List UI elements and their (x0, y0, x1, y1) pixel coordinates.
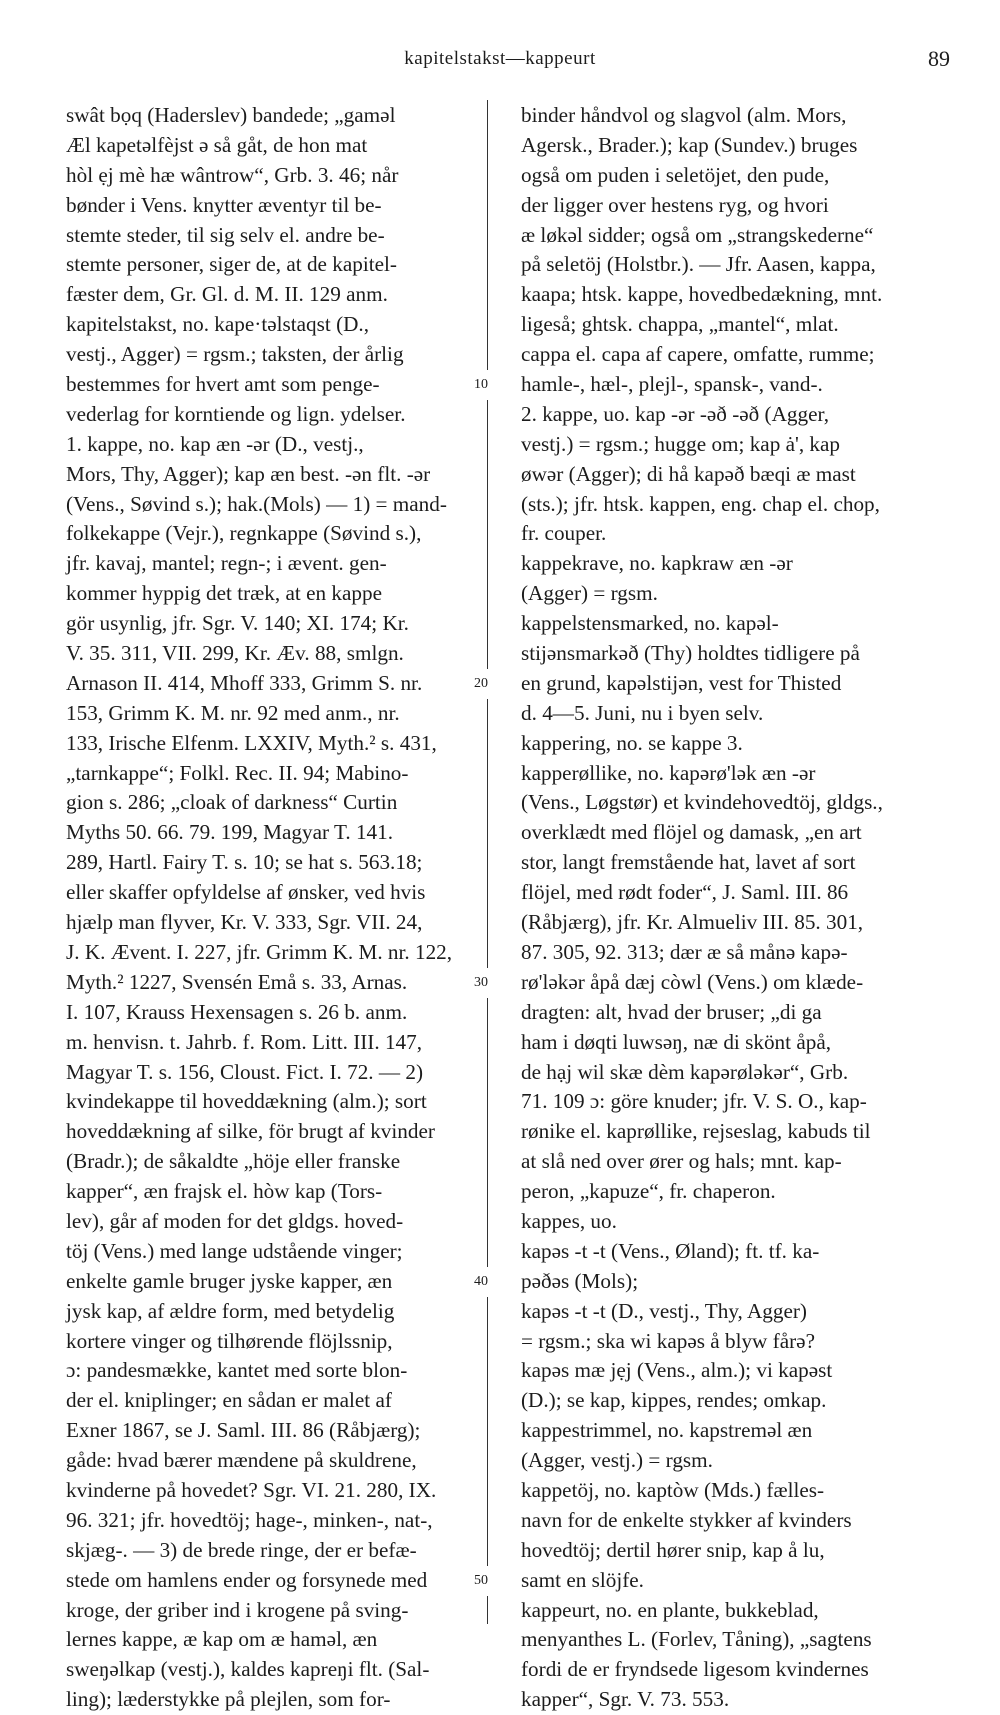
right-column-line: vestj.) = rgsm.; hugge om; kap ȧ', kap (521, 431, 841, 456)
right-column-line: på seletöj (Holstbr.). — Jfr. Aasen, kappa, (521, 252, 876, 277)
left-column-line: fæster dem, Gr. Gl. d. M. II. 129 anm. (66, 282, 388, 307)
right-column-line: rønike el. kaprøllike, rejseslag, kabuds til (521, 1119, 871, 1144)
left-column-line: (Bradr.); de såkaldte „höje eller franske (66, 1149, 401, 1174)
left-column-line: bestemmes for hvert amt som penge- (66, 372, 380, 397)
right-column-line: en grund, kapəlstijən, vest for Thisted (521, 670, 842, 695)
left-column-line: m. henvisn. t. Jahrb. f. Rom. Litt. III. 147, (66, 1029, 423, 1054)
left-column-line: Magyar T. s. 156, Cloust. Fict. I. 72. — 2) (66, 1059, 424, 1084)
right-column-line: hovedtöj; dertil hører snip, kap å lu, (521, 1537, 825, 1562)
right-column-line: navn for de enkelte stykker af kvinders (521, 1507, 852, 1532)
line-number: 40 (474, 1267, 498, 1297)
right-column-line: kappes, uo. (521, 1208, 617, 1233)
right-column-line: cappa el. capa af capere, omfatte, rumme; (521, 342, 875, 367)
right-column-line: 2. kappe, uo. kap -ər -əð -əð (Agger, (521, 401, 830, 426)
left-column-line: kvindekappe til hoveddækning (alm.); sort (66, 1089, 427, 1114)
left-column-line: swât bọq (Haderslev) bandede; „gaməl (66, 103, 396, 127)
left-column-line: Exner 1867, se J. Saml. III. 86 (Råbjærg); (66, 1418, 421, 1443)
left-column-line: eller skaffer opfyldelse af ønsker, ved hvis (66, 880, 426, 905)
right-column-line: kappestrimmel, no. kapstreməl æn (521, 1418, 813, 1443)
page-number: 89 (928, 46, 950, 71)
right-column-line: også om puden i seletöjet, den pude, (521, 162, 830, 187)
right-column-line: (D.); se kap, kippes, rendes; omkap. (521, 1388, 827, 1413)
left-column-line: 1. kappe, no. kap æn -ər (D., vestj., (66, 431, 364, 456)
left-column-line: 153, Grimm K. M. nr. 92 med anm., nr. (66, 700, 400, 725)
right-column-line: fr. couper. (521, 521, 607, 546)
right-column-line: stijənsmarkəð (Thy) holdtes tidligere på (521, 641, 860, 666)
right-column-line: peron, „kapuze“, fr. chaperon. (521, 1179, 776, 1204)
right-column-line: fordi de er fryndsede ligesom kvindernes (521, 1657, 869, 1682)
right-column-line: kapəs mæ jẹj (Vens., alm.); vi kapəst (521, 1358, 833, 1383)
left-column-line: V. 35. 311, VII. 299, Kr. Æv. 88, smlgn. (66, 641, 404, 666)
left-column-line: stemte steder, til sig selv el. andre be- (66, 222, 385, 247)
right-column-line: 87. 305, 92. 313; dær æ så månə kapə- (521, 939, 848, 964)
right-column-line: rø'ləkər åpå dæj còwl (Vens.) om klæde- (521, 969, 864, 994)
right-column-line: kappering, no. se kappe 3. (521, 730, 743, 755)
left-column-line: Arnason II. 414, Mhoff 333, Grimm S. nr. (66, 670, 423, 695)
right-column-line: kappeurt, no. en plante, bukkeblad, (521, 1597, 819, 1622)
left-column-line: hjælp man flyver, Kr. V. 333, Sgr. VII. 24, (66, 910, 423, 935)
right-column-line: (Råbjærg), jfr. Kr. Almueliv III. 85. 301, (521, 910, 864, 935)
right-column-line: d. 4—5. Juni, nu i byen selv. (521, 700, 764, 725)
left-column-line: sweŋəlkap (vestj.), kaldes kapreŋi flt. (Sal- (66, 1657, 430, 1682)
right-column-line: flöjel, med rødt foder“, J. Saml. III. 86 (521, 880, 849, 905)
right-column-line: kappetöj, no. kaptòw (Mds.) fælles- (521, 1477, 825, 1502)
right-column-line: dragten: alt, hvad der bruser; „di ga (521, 999, 822, 1024)
right-column-line: binder håndvol og slagvol (alm. Mors, (521, 103, 847, 127)
left-column-line: bønder i Vens. knytter æventyr til be- (66, 192, 382, 217)
right-column-line: kapper“, Sgr. V. 73. 553. (521, 1687, 730, 1712)
line-number: 30 (474, 968, 498, 998)
right-column-line: = rgsm.; ska wi kapəs å blyw fårə? (521, 1328, 815, 1353)
line-number: 50 (474, 1566, 498, 1596)
left-column-line: skjæg-. — 3) de brede ringe, der er befæ- (66, 1537, 417, 1562)
left-column-line: gion s. 286; „cloak of darkness“ Curtin (66, 790, 398, 815)
left-column-line: J. K. Ævent. I. 227, jfr. Grimm K. M. nr. 122, (66, 939, 453, 964)
left-column-line: kroge, der griber ind i krogene på sving- (66, 1597, 409, 1622)
right-column-line: kapperøllike, no. kapərø'lək æn -ər (521, 760, 816, 785)
left-column-line: stede om hamlens ender og forsynede med (66, 1567, 428, 1592)
right-column-line: øwər (Agger); di hå kapəð bæqi æ mast (521, 461, 856, 486)
right-column-line: kappelstensmarked, no. kapəl- (521, 611, 779, 636)
left-column-line: gåde: hvad bærer mændene på skuldrene, (66, 1448, 417, 1473)
left-column-line: töj (Vens.) med lange udstående vinger; (66, 1238, 403, 1263)
left-column-line: ɔ: pandesmække, kantet med sorte blon- (66, 1358, 408, 1383)
right-column-line: at slå ned over ører og hals; mnt. kap- (521, 1149, 842, 1174)
left-column-line: vederlag for korntiende og lign. ydelser. (66, 401, 406, 426)
column-divider (487, 100, 488, 1624)
right-column-line: kaapa; htsk. kappe, hovedbedækning, mnt. (521, 282, 883, 307)
left-column-line: enkelte gamle bruger jyske kapper, æn (66, 1268, 393, 1293)
left-column-line: lev), går af moden for det gldgs. hoved- (66, 1208, 404, 1233)
left-column-line: Mors, Thy, Agger); kap æn best. -ən flt. -ər (66, 461, 431, 486)
left-column-line: ling); læderstykke på plejlen, som for- (66, 1687, 391, 1712)
right-column-line: kapəs -t -t (D., vestj., Thy, Agger) (521, 1298, 807, 1323)
left-column-line: jfr. kavaj, mantel; regn-; i ævent. gen- (66, 551, 387, 576)
left-column-line: kvinderne på hovedet? Sgr. VI. 21. 280, IX. (66, 1477, 437, 1502)
line-number: 10 (474, 370, 498, 400)
page-header (0, 48, 1000, 78)
right-column-line: (Agger, vestj.) = rgsm. (521, 1448, 713, 1473)
right-column-line: overklædt med flöjel og damask, „en art (521, 820, 862, 845)
right-column-line: (Vens., Løgstør) et kvindehovedtöj, gldgs., (521, 790, 883, 815)
left-column-line: kommer hyppig det træk, at en kappe (66, 581, 382, 606)
line-number: 20 (474, 669, 498, 699)
left-column (66, 101, 471, 1715)
left-column-line: gör usynlig, jfr. Sgr. V. 140; XI. 174; Kr. (66, 611, 409, 636)
right-column-line: hamle-, hæl-, plejl-, spansk-, vand-. (521, 372, 823, 397)
left-column-line: Æl kapetəlfèjst ə så gåt, de hon mat (66, 132, 368, 157)
running-title: kapitelstakst—kappeurt (404, 48, 596, 69)
right-column (521, 101, 949, 1715)
left-column-line: kortere vinger og tilhørende flöjlssnip, (66, 1328, 393, 1353)
left-column-line: hoveddækning af silke, för brugt af kvinder (66, 1119, 435, 1144)
right-column-line: ligeså; ghtsk. chappa, „mantel“, mlat. (521, 312, 839, 337)
right-column-line: menyanthes L. (Forlev, Tåning), „sagtens (521, 1627, 872, 1652)
left-column-line: vestj., Agger) = rgsm.; taksten, der årlig (66, 342, 404, 367)
left-column-line: 133, Irische Elfenm. LXXIV, Myth.² s. 431, (66, 730, 437, 755)
right-column-line: (Agger) = rgsm. (521, 581, 658, 606)
left-column-line: kapitelstakst, no. kape·təlstaqst (D., (66, 312, 370, 337)
right-column-line: ham i døqti luwsəŋ, næ di skönt åpå, (521, 1029, 832, 1054)
right-column-line: 71. 109 ɔ: göre knuder; jfr. V. S. O., kap- (521, 1089, 867, 1114)
right-column-line: kappekrave, no. kapkraw æn -ər (521, 551, 793, 576)
left-column-line: Myths 50. 66. 79. 199, Magyar T. 141. (66, 820, 394, 845)
left-column-line: (Vens., Søvind s.); hak.(Mols) — 1) = mand- (66, 491, 447, 516)
right-column-line: æ løkəl sidder; også om „strangskederne“ (521, 222, 874, 247)
right-column-line: der ligger over hestens ryg, og hvori (521, 192, 829, 217)
right-column-line: Agersk., Brader.); kap (Sundev.) bruges (521, 132, 858, 157)
right-column-line: stor, langt fremstående hat, lavet af sort (521, 850, 856, 875)
left-column-line: folkekappe (Vejr.), regnkappe (Søvind s.), (66, 521, 422, 546)
right-column-line: (sts.); jfr. htsk. kappen, eng. chap el. chop, (521, 491, 880, 516)
right-column-line: de hạj wil skæ dèm kapərøləkər“, Grb. (521, 1059, 849, 1084)
left-column-line: der el. kniplinger; en sådan er malet af (66, 1388, 392, 1413)
left-column-line: Myth.² 1227, Svensén Emå s. 33, Arnas. (66, 969, 408, 994)
right-column-line: kapəs -t -t (Vens., Øland); ft. tf. ka- (521, 1238, 820, 1263)
left-column-line: hòl ẹj mè hæ wântrow“, Grb. 3. 46; når (66, 162, 399, 187)
left-column-line: I. 107, Krauss Hexensagen s. 26 b. anm. (66, 999, 408, 1024)
left-column-line: „tarnkappe“; Folkl. Rec. II. 94; Mabino- (66, 760, 409, 785)
left-column-line: 96. 321; jfr. hovedtöj; hage-, minken-, nat-, (66, 1507, 433, 1532)
left-column-line: stemte personer, siger de, at de kapitel- (66, 252, 397, 277)
left-column-line: kapper“, æn frajsk el. hòw kap (Tors- (66, 1179, 383, 1204)
left-column-line: 289, Hartl. Fairy T. s. 10; se hat s. 563.18; (66, 850, 423, 875)
right-column-line: pəðəs (Mols); (521, 1268, 639, 1293)
right-column-line: samt en slöjfe. (521, 1567, 644, 1592)
left-column-line: lernes kappe, æ kap om æ haməl, æn (66, 1627, 378, 1652)
left-column-line: jysk kap, af ældre form, med betydelig (66, 1298, 395, 1323)
